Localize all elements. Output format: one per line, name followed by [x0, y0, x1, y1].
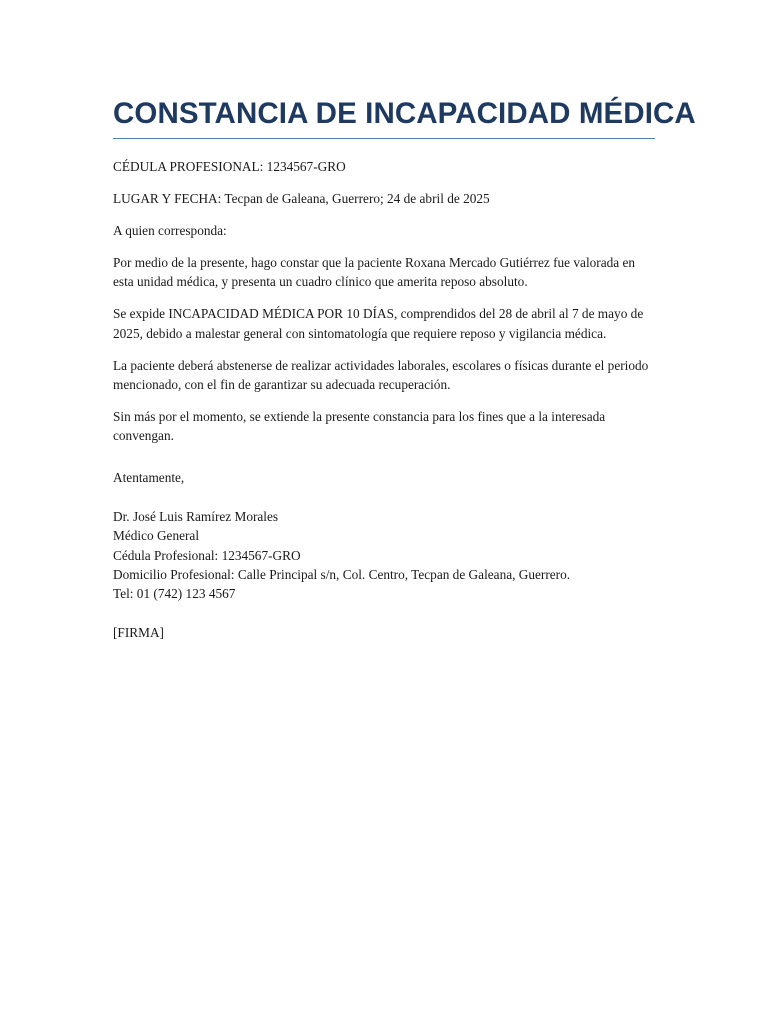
- lugar-fecha-line: LUGAR Y FECHA: Tecpan de Galeana, Guerrero; 24 de abril de 2025: [113, 190, 490, 206]
- signature-name: Dr. José Luis Ramírez Morales: [113, 509, 279, 525]
- paragraph-cierre: Sin más por el momento, se extiende la presente constancia para los fines que a la interesada convengan.: [113, 408, 606, 444]
- signature-domicilio: Domicilio Profesional: Calle Principal s/n, Col. Centro, Tecpan de Galeana, Guerrero.: [113, 567, 571, 583]
- firma-placeholder: [FIRMA]: [113, 624, 164, 640]
- signature-tel: Tel: 01 (742) 123 4567: [113, 586, 236, 602]
- salutation: A quien corresponda:: [113, 222, 227, 238]
- closing-atentamente: Atentamente,: [113, 470, 185, 486]
- title-underline: [113, 138, 655, 139]
- signature-role: Médico General: [113, 528, 200, 544]
- signature-block: [113, 507, 655, 603]
- paragraph-valoracion: Por medio de la presente, hago constar que la paciente Roxana Mercado Gutiérrez fue valorada en esta unidad médica, y presenta un cuadro clínico que amerita reposo absoluto.: [113, 254, 636, 290]
- cedula-line: CÉDULA PROFESIONAL: 1234567-GRO: [113, 159, 346, 174]
- signature-cedula: Cédula Profesional: 1234567-GRO: [113, 547, 301, 563]
- paragraph-incapacidad: Se expide INCAPACIDAD MÉDICA POR 10 DÍAS, comprendidos del 28 de abril al 7 de mayo de 2025, debido a malestar general con sintomatología que requiere reposo y vigilancia médica.: [113, 306, 644, 341]
- document-body: [113, 157, 655, 642]
- paragraph-indicaciones: La paciente deberá abstenerse de realizar actividades laborales, escolares o físicas durante el periodo mencionado, con el fin de garantizar su adecuada recuperación.: [113, 357, 649, 392]
- document-content: [113, 92, 696, 655]
- document-title: CONSTANCIA DE INCAPACIDAD MÉDICA: [113, 97, 696, 130]
